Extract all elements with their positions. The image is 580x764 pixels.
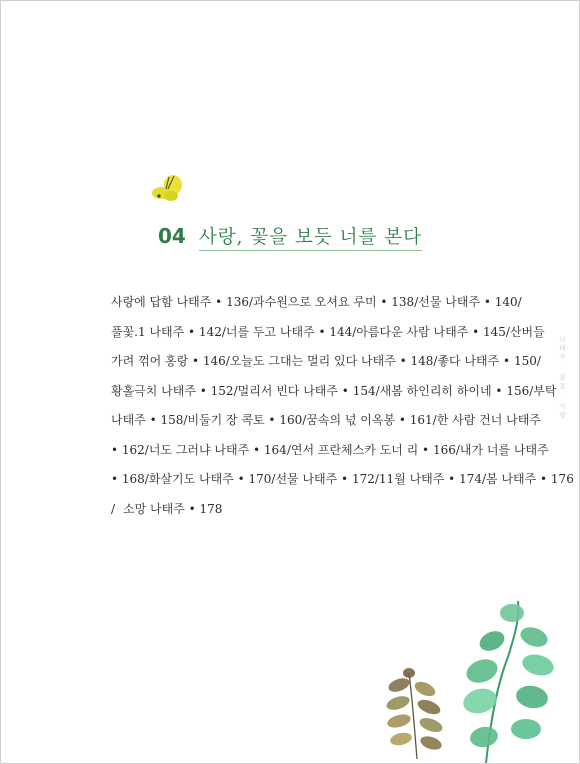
separator: / bbox=[221, 324, 226, 339]
toc-entry[interactable]: 아름다운 사람 나태주 • 145 bbox=[356, 324, 506, 339]
toc-entry[interactable]: 소망 나태주 • 178 bbox=[123, 501, 223, 516]
toc-entry[interactable]: 황홀극치 나태주 • 152 bbox=[111, 383, 234, 398]
toc-entry[interactable]: 좋다 나태주 • 150 bbox=[437, 354, 537, 368]
toc-entry[interactable]: 멀리서 빈다 나태주 • 154 bbox=[237, 383, 376, 398]
toc-entry[interactable]: • 162 bbox=[111, 442, 145, 457]
separator: / bbox=[352, 324, 357, 339]
side-running-text: 나태주 · 풀꽃 · 사랑 bbox=[558, 336, 566, 420]
toc-entry[interactable]: 11월 나태주 • 174 bbox=[378, 472, 482, 486]
fern-illustration bbox=[379, 665, 451, 761]
separator: / bbox=[183, 413, 188, 427]
toc-line bbox=[111, 465, 574, 495]
separator: / bbox=[286, 442, 291, 457]
separator: / bbox=[529, 383, 534, 398]
separator: / bbox=[144, 442, 149, 457]
toc-entry[interactable]: • 168 bbox=[111, 472, 145, 486]
toc-entry[interactable]: 봄 나태주 • 176 bbox=[486, 472, 574, 486]
leaf-plant-illustration bbox=[456, 597, 556, 764]
separator: / bbox=[505, 324, 510, 339]
separator: / bbox=[517, 295, 522, 309]
separator: / bbox=[432, 413, 437, 427]
separator: / bbox=[111, 501, 116, 516]
chapter-heading bbox=[1, 223, 579, 249]
toc-entry[interactable]: 꿈속의 넋 이옥봉 • 161 bbox=[306, 413, 433, 427]
chapter-title: 사랑, 꽃을 보듯 너를 본다 bbox=[199, 227, 422, 251]
separator: / bbox=[302, 413, 307, 427]
toc-entry[interactable]: 부탁 bbox=[533, 383, 557, 398]
chapter-number: 04 bbox=[157, 224, 186, 248]
toc-line bbox=[111, 288, 522, 318]
toc-entry[interactable]: 오늘도 그대는 멀리 있다 나태주 • 148 bbox=[229, 354, 434, 368]
butterfly-icon bbox=[147, 169, 187, 207]
toc-entry[interactable]: 비둘기 장 콕토 • 160 bbox=[187, 413, 303, 427]
toc-entry[interactable]: 선물 나태주 • 140 bbox=[418, 295, 518, 309]
toc-line bbox=[111, 436, 549, 466]
toc-line bbox=[111, 495, 507, 525]
toc-entry[interactable]: 너를 두고 나태주 • 144 bbox=[225, 324, 353, 339]
separator: / bbox=[433, 354, 438, 368]
separator: / bbox=[271, 472, 276, 486]
separator: / bbox=[374, 472, 379, 486]
toc-entry[interactable]: 나태주 • 158 bbox=[111, 413, 184, 427]
separator: / bbox=[225, 354, 230, 368]
toc-entry[interactable]: 선물 나태주 • 172 bbox=[275, 472, 375, 486]
separator: / bbox=[233, 383, 238, 398]
separator: / bbox=[481, 472, 487, 486]
toc-entry[interactable]: 내가 너를 나태주 bbox=[459, 442, 549, 457]
toc-line bbox=[111, 377, 557, 407]
toc-entry[interactable]: 과수원으로 오셔요 루미 • 138 bbox=[253, 295, 415, 309]
separator: / bbox=[455, 442, 460, 457]
toc-entry[interactable]: 산버들 bbox=[509, 324, 545, 339]
toc-line bbox=[111, 318, 545, 348]
toc-line bbox=[111, 347, 541, 377]
toc-entry[interactable]: 사랑에 답함 나태주 • 136 bbox=[111, 295, 249, 309]
toc-entry[interactable]: 풀꽃.1 나태주 • 142 bbox=[111, 324, 222, 339]
toc-entry[interactable]: 연서 프란체스카 도너 리 • 166 bbox=[290, 442, 456, 457]
separator: / bbox=[375, 383, 380, 398]
toc-line bbox=[111, 406, 541, 436]
separator: / bbox=[414, 295, 419, 309]
separator: / bbox=[144, 472, 149, 486]
separator: / bbox=[536, 354, 541, 368]
toc-entry[interactable]: 한 사람 건너 나태주 bbox=[436, 413, 541, 427]
toc-entry[interactable]: 가려 꺾어 홍랑 • 146 bbox=[111, 354, 226, 368]
toc-entry[interactable]: 새봄 하인리히 하이네 • 156 bbox=[379, 383, 530, 398]
toc-entry[interactable]: 너도 그러냐 나태주 • 164 bbox=[148, 442, 287, 457]
toc-entry[interactable]: 화살기도 나태주 • 170 bbox=[148, 472, 272, 486]
separator: / bbox=[248, 295, 254, 309]
